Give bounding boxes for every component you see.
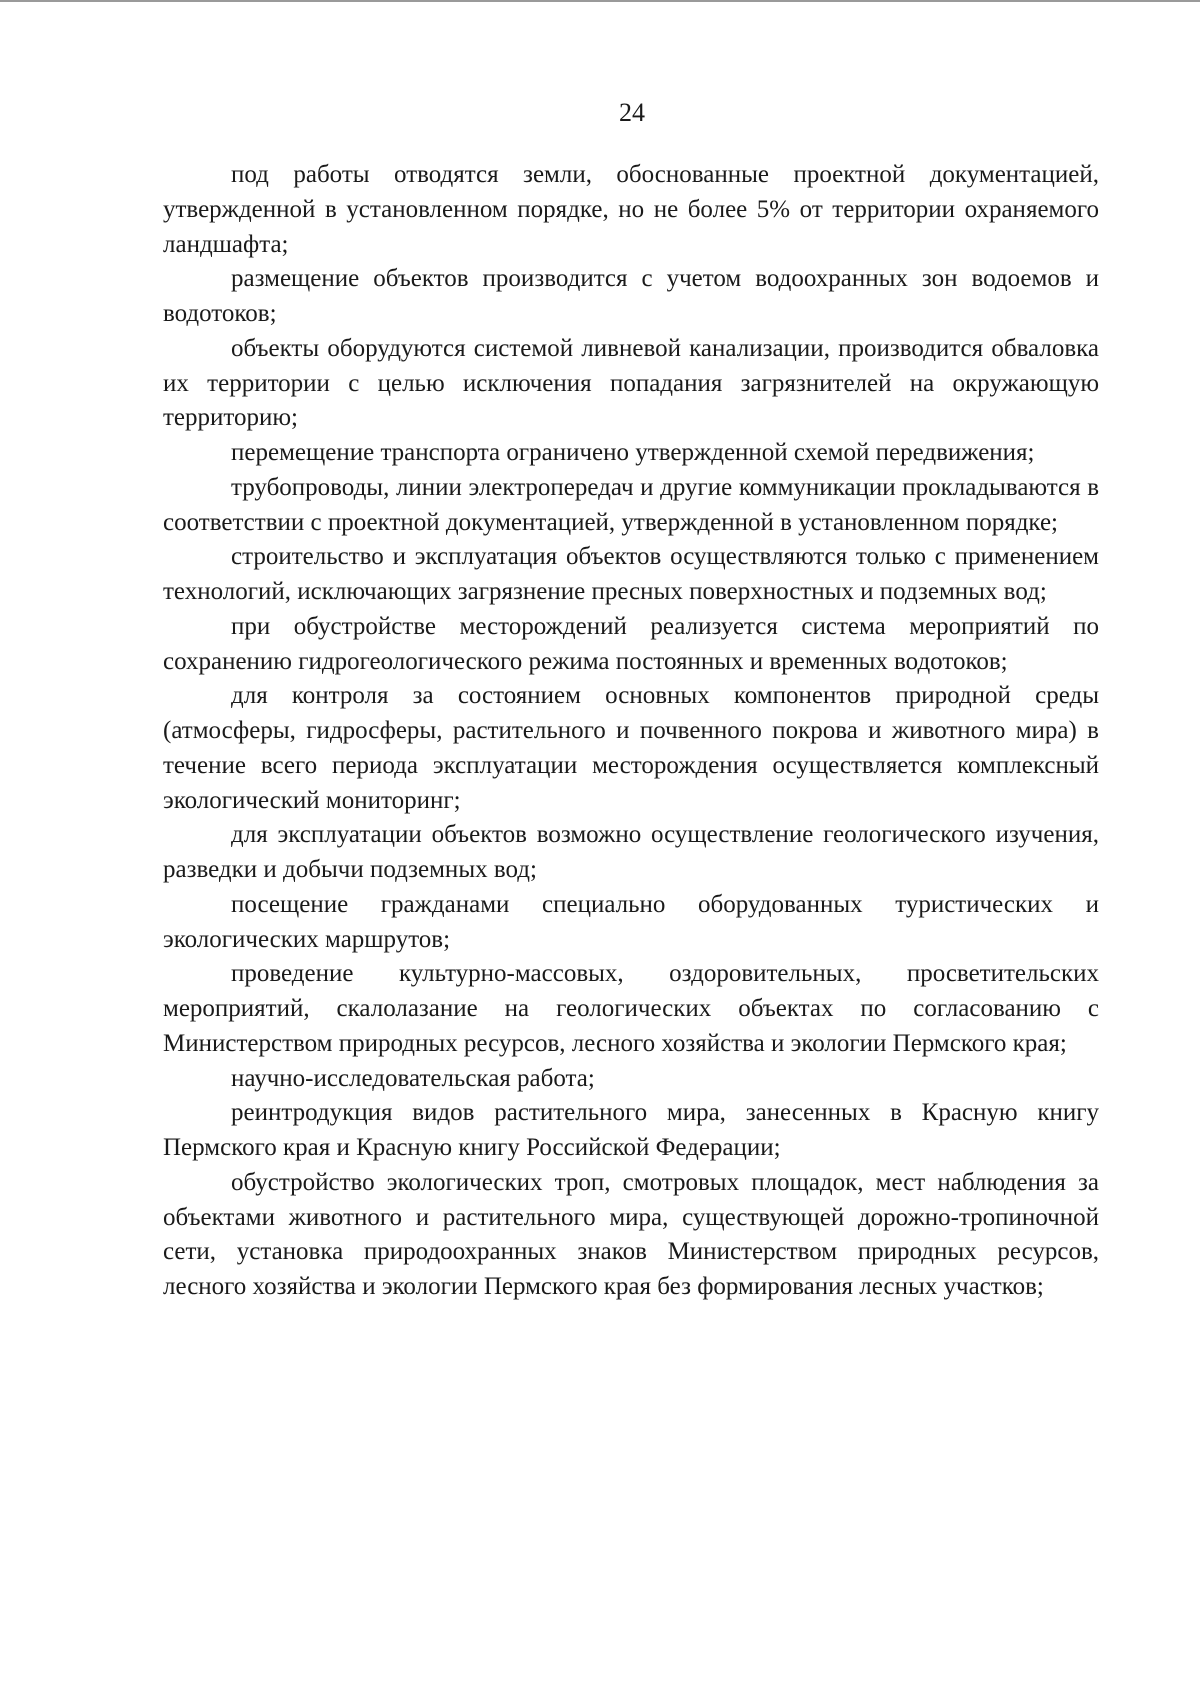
paragraph-2: размещение объектов производится с учетом водоохранных зон водоемов и водотоков; (163, 265, 1099, 327)
paragraph-1: под работы отводятся земли, обоснованные проектной документацией, утвержденной в установленном порядке, но не более 5% от территории охраняемого ландшафта; (163, 161, 1099, 258)
page-number: 24 (619, 98, 645, 127)
paragraph-3: объекты оборудуются системой ливневой канализации, производится обваловка их территории с целью исключения попадания загрязнителей на окружающую территорию; (163, 334, 1099, 432)
paragraph-12: научно-исследовательская работа; (231, 1064, 595, 1092)
paragraph-7: при обустройстве месторождений реализуется система мероприятий по сохранению гидрогеологического режима постоянных и временных водотоков; (163, 612, 1099, 675)
paragraph-5: трубопроводы, линии электропередач и другие коммуникации прокладываются в соответствии с проектной документацией, утвержденной в установленном порядке; (163, 473, 1099, 536)
paragraph-6: строительство и эксплуатация объектов осуществляются только с применением технологий, исключающих загрязнение пресных поверхностных и подземных вод; (163, 543, 1099, 605)
paragraph-11: проведение культурно-массовых, оздоровительных, просветительских мероприятий, скалолазание на геологических объектах по согласованию с Министерством природных ресурсов, лесного хозяйства и экологии Пермского края; (163, 960, 1099, 1057)
document-body (163, 158, 1099, 1305)
paragraph-14: обустройство экологических троп, смотровых площадок, мест наблюдения за объектами животного и растительного мира, существующей дорожно-тропиночной сети, установка природоохранных знаков Министерством природных ресурсов, лесного хозяйства и экологии Пермского края без формирования лесных участков; (163, 1168, 1099, 1300)
scan-top-edge (0, 0, 1200, 2)
paragraph-10: посещение гражданами специально оборудованных туристических и экологических маршрутов; (163, 890, 1099, 953)
paragraph-4: перемещение транспорта ограничено утвержденной схемой передвижения; (231, 439, 1035, 466)
paragraph-8: для контроля за состоянием основных компонентов природной среды (атмосферы, гидросферы, растительного и почвенного покрова и животного мира) в течение всего периода эксплуатации месторождения осуществляется комплексный экологический мониторинг; (163, 682, 1099, 814)
paragraph-9: для эксплуатации объектов возможно осуществление геологического изучения, разведки и добычи подземных вод; (163, 821, 1099, 883)
paragraph-13: реинтродукция видов растительного мира, занесенных в Красную книгу Пермского края и Красную книгу Российской Федерации; (163, 1099, 1099, 1161)
